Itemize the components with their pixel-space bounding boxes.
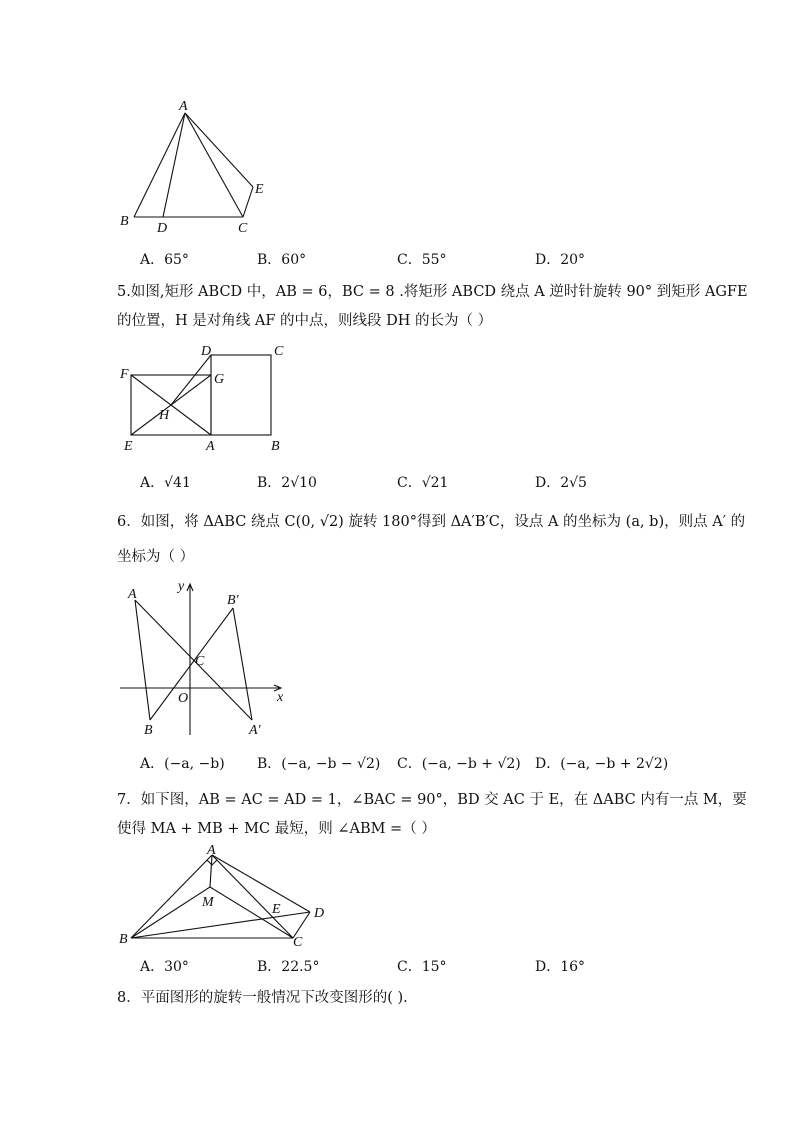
- q6-option-a[interactable]: A．(−a, −b): [140, 756, 225, 772]
- q5-option-b[interactable]: B．2√10: [257, 475, 317, 491]
- q6-label-b-prime: B′: [227, 593, 239, 608]
- q6-label-o: O: [178, 691, 189, 706]
- q4-option-a[interactable]: A．65°: [140, 252, 189, 268]
- q4-segment-ac: [185, 113, 243, 217]
- q4-option-d[interactable]: D．20°: [535, 252, 586, 268]
- q7-option-d[interactable]: D．16°: [535, 959, 586, 975]
- q7-figure: [113, 842, 333, 952]
- q7-segment-bd: [131, 912, 310, 938]
- q6-option-b[interactable]: B．(−a, −b − √2): [257, 756, 381, 772]
- q6-option-d[interactable]: D．(−a, −b + 2√2): [535, 756, 669, 772]
- q5-option-a[interactable]: A．√41: [140, 475, 191, 491]
- q6-label-c: C: [195, 654, 205, 669]
- q6-option-c[interactable]: C．(−a, −b + √2): [397, 756, 521, 772]
- q5-label-h: H: [159, 408, 170, 423]
- q7-option-a[interactable]: A．30°: [140, 959, 189, 975]
- q4-segment-ab: [134, 113, 185, 217]
- q4-figure: [110, 95, 290, 240]
- q6-label-y: y: [178, 579, 185, 594]
- q6-figure: [115, 575, 300, 740]
- q7-segment-ma: [210, 855, 212, 887]
- q4-segment-ad: [163, 113, 185, 217]
- q6-segment-ab: [135, 600, 150, 720]
- q5-label-g: G: [214, 372, 225, 387]
- q5-option-d[interactable]: D．2√5: [535, 475, 587, 491]
- q6-label-a: A: [128, 587, 137, 602]
- q7-label-d: D: [314, 906, 325, 921]
- q5-label-a: A: [206, 439, 215, 454]
- q5-label-f: F: [120, 367, 129, 382]
- q7-label-a: A: [207, 843, 216, 858]
- q5-option-c[interactable]: C．√21: [397, 475, 449, 491]
- q5-rect-abcd: [211, 355, 271, 435]
- q4-option-b[interactable]: B．60°: [257, 252, 307, 268]
- q7-segment-mb: [131, 887, 210, 938]
- q6-segment-bb-prime: [150, 608, 233, 720]
- q7-label-c: C: [293, 935, 303, 950]
- q7-label-b: B: [119, 932, 128, 947]
- q6-label-a-prime: A′: [249, 723, 261, 738]
- q7-label-m: M: [202, 895, 214, 910]
- q4-label-b: B: [120, 214, 129, 229]
- q7-segment-ac: [212, 855, 293, 938]
- q7-option-b[interactable]: B．22.5°: [257, 959, 320, 975]
- q5-stem-line1: 5.如图,矩形 ABCD 中，AB = 6，BC = 8 .将矩形 ABCD 绕点 A 逆时针旋转 90° 到矩形 AGFE: [117, 284, 748, 300]
- q7-segment-ad: [212, 855, 310, 912]
- q7-stem-line2: 使得 MA + MB + MC 最短，则 ∠ABM =（ ）: [117, 821, 436, 837]
- q5-label-d: D: [201, 344, 212, 359]
- q4-segment-ce: [243, 187, 253, 217]
- q7-label-e: E: [272, 902, 281, 917]
- q4-option-c[interactable]: C．55°: [397, 252, 447, 268]
- q4-label-a: A: [179, 99, 188, 114]
- q7-option-c[interactable]: C．15°: [397, 959, 447, 975]
- q4-segment-ae: [185, 113, 253, 187]
- q6-stem-line1: 6．如图，将 ΔABC 绕点 C(0, √2) 旋转 180°得到 ΔA′B′C，设点 A 的坐标为 (a, b)，则点 A′ 的: [117, 514, 746, 530]
- q6-label-b: B: [144, 723, 153, 738]
- q8-stem-line1: 8．平面图形的旋转一般情况下改变图形的( ).: [117, 990, 408, 1006]
- q5-label-b: B: [271, 439, 280, 454]
- q5-figure: [115, 340, 305, 455]
- q4-label-e: E: [255, 182, 264, 197]
- q5-label-e: E: [124, 439, 133, 454]
- q4-label-c: C: [238, 221, 248, 236]
- q6-label-x: x: [277, 690, 284, 705]
- q7-segment-ab: [131, 855, 212, 938]
- q5-stem-line2: 的位置，H 是对角线 AF 的中点，则线段 DH 的长为（ ）: [117, 313, 493, 329]
- q5-label-c: C: [274, 344, 284, 359]
- q4-label-d: D: [157, 221, 168, 236]
- q6-stem-line2: 坐标为（ ）: [117, 549, 195, 565]
- q7-stem-line1: 7．如下图，AB = AC = AD = 1，∠BAC = 90°，BD 交 AC 于 E，在 ΔABC 内有一点 M，要: [117, 792, 747, 808]
